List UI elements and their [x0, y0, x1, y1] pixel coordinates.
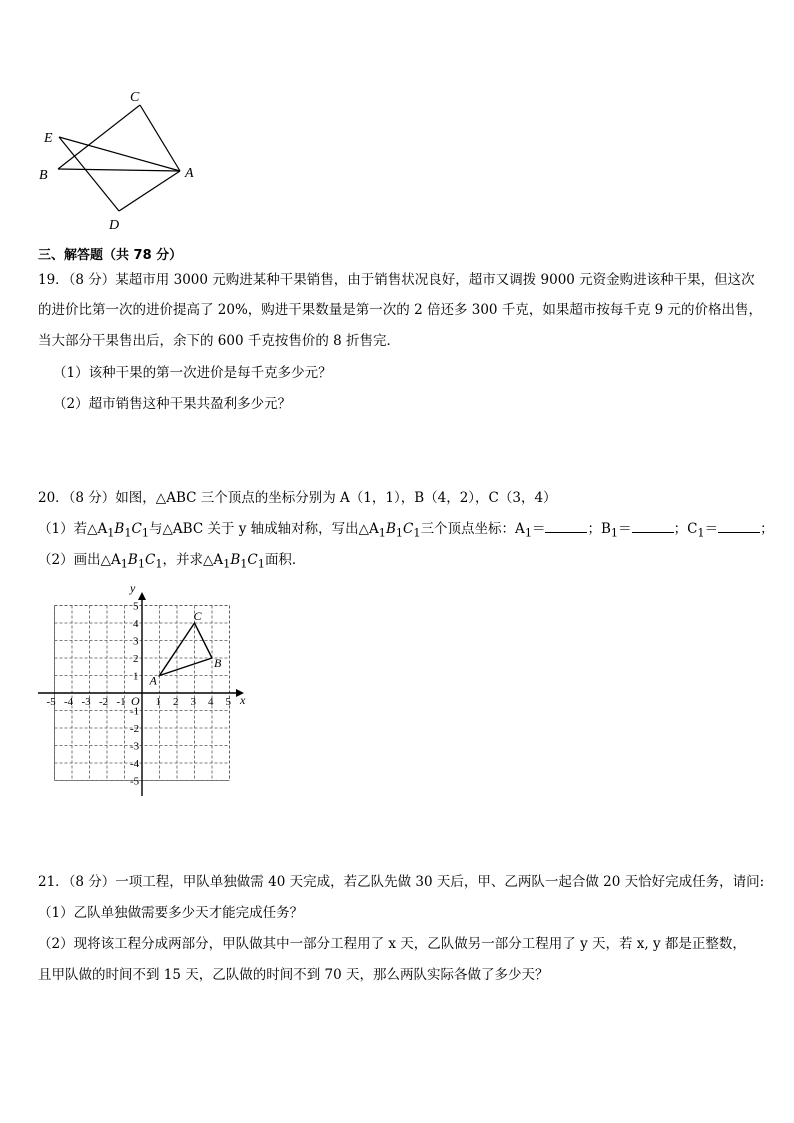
x-tick-label: -1 [116, 696, 126, 708]
q19-line1: 19．（8 分）某超市用 3000 元购进某种干果销售，由于销售状况良好，超市又调拨 9000 元资金购进该种干果，但这次 [38, 272, 755, 288]
y-tick-label: 5 [133, 600, 139, 613]
triangle-vertex-label-b: B [214, 656, 222, 670]
x-tick-label: -4 [64, 696, 74, 708]
y-axis-label: y [130, 581, 136, 595]
q21-sub1: （1）乙队单独做需要多少天才能完成任务？ [38, 905, 304, 921]
x-axis-label: x [240, 693, 246, 707]
q21-line1: 21．（8 分）一项工程，甲队单独做需 40 天完成，若乙队先做 30 天后，甲、乙两队一起合做 20 天恰好完成任务，请问: [38, 874, 765, 890]
coordinate-grid [30, 578, 270, 808]
label-A: A [185, 166, 194, 181]
y-tick-label: -3 [130, 740, 140, 753]
section-title: 三、解答题（共 78 分） [38, 248, 183, 263]
y-tick-label: -1 [130, 705, 140, 718]
x-tick-label: 1 [155, 696, 161, 708]
label-D: D [109, 218, 120, 233]
q19-line3: 当大部分干果售出后，余下的 600 千克按售价的 8 折售完． [38, 333, 401, 349]
q19-sub1: （1）该种干果的第一次进价是每千克多少元？ [53, 365, 332, 381]
q20-sub2: （2）画出$\triangle A_1B_1C_1$，并求$\triangle A_1B_1C_1$面积． [38, 552, 306, 571]
triangle-abc [160, 623, 213, 676]
x-tick-label: 3 [190, 696, 196, 708]
x-tick-label: 5 [225, 696, 231, 708]
y-axis-arrow-icon [138, 592, 146, 600]
answer-blank-A1[interactable] [545, 520, 587, 533]
y-tick-label: 4 [133, 618, 139, 630]
answer-blank-C1[interactable] [718, 520, 760, 533]
x-tick-label: 2 [173, 696, 179, 708]
y-tick-label: -5 [130, 775, 140, 788]
q20-intro: 20．（8 分）如图，△ABC 三个顶点的坐标分别为 A（1，1），B（4，2），C（3，4） [38, 490, 557, 506]
label-E: E [44, 131, 53, 146]
y-tick-label: 3 [133, 635, 139, 648]
label-C: C [130, 90, 140, 105]
y-tick-label: 1 [133, 670, 139, 683]
q19-sub2: （2）超市销售这种干果共盈利多少元？ [53, 396, 292, 412]
q21-sub2-line1: （2）现将该工程分成两部分，甲队做其中一部分工程用了 x 天，乙队做另一部分工程用了 y 天，若 x, y 都是正整数， [38, 936, 746, 952]
answer-blank-B1[interactable] [632, 520, 674, 533]
geometry-figure [30, 85, 210, 235]
y-tick-label: -2 [130, 723, 140, 735]
x-tick-label: -5 [46, 696, 56, 708]
y-tick-label: 2 [133, 653, 139, 665]
x-tick-label: 4 [208, 696, 214, 708]
origin-label: O [131, 694, 140, 708]
segment-DA [119, 171, 180, 211]
q21-sub2-line2: 且甲队做的时间不到 15 天，乙队做的时间不到 70 天，那么两队实际各做了多少天？ [38, 967, 549, 983]
y-tick-label: -4 [130, 758, 140, 770]
segment-BA [58, 169, 180, 171]
segment-ED [59, 137, 119, 211]
label-B: B [39, 168, 48, 183]
triangle-vertex-label-a: A [149, 673, 157, 688]
segment-BC [58, 105, 140, 169]
triangle-vertex-label-c: C [193, 609, 202, 623]
x-tick-label: -3 [81, 696, 91, 708]
x-tick-label: -2 [99, 696, 109, 708]
q20-sub1: （1）若$\triangle A_1B_1C_1$与△ABC 关于 y 轴成轴对称，写出$\triangle A_1B_1C_1$三个顶点坐标：$A_1=$ ；$B_1=$ ；$C_1=$ ； [38, 521, 774, 540]
q19-line2: 的进价比第一次的进价提高了 20%，购进干果数量是第一次的 2 倍还多 300 千克，如果超市按每千克 9 元的价格出售， [38, 302, 762, 318]
